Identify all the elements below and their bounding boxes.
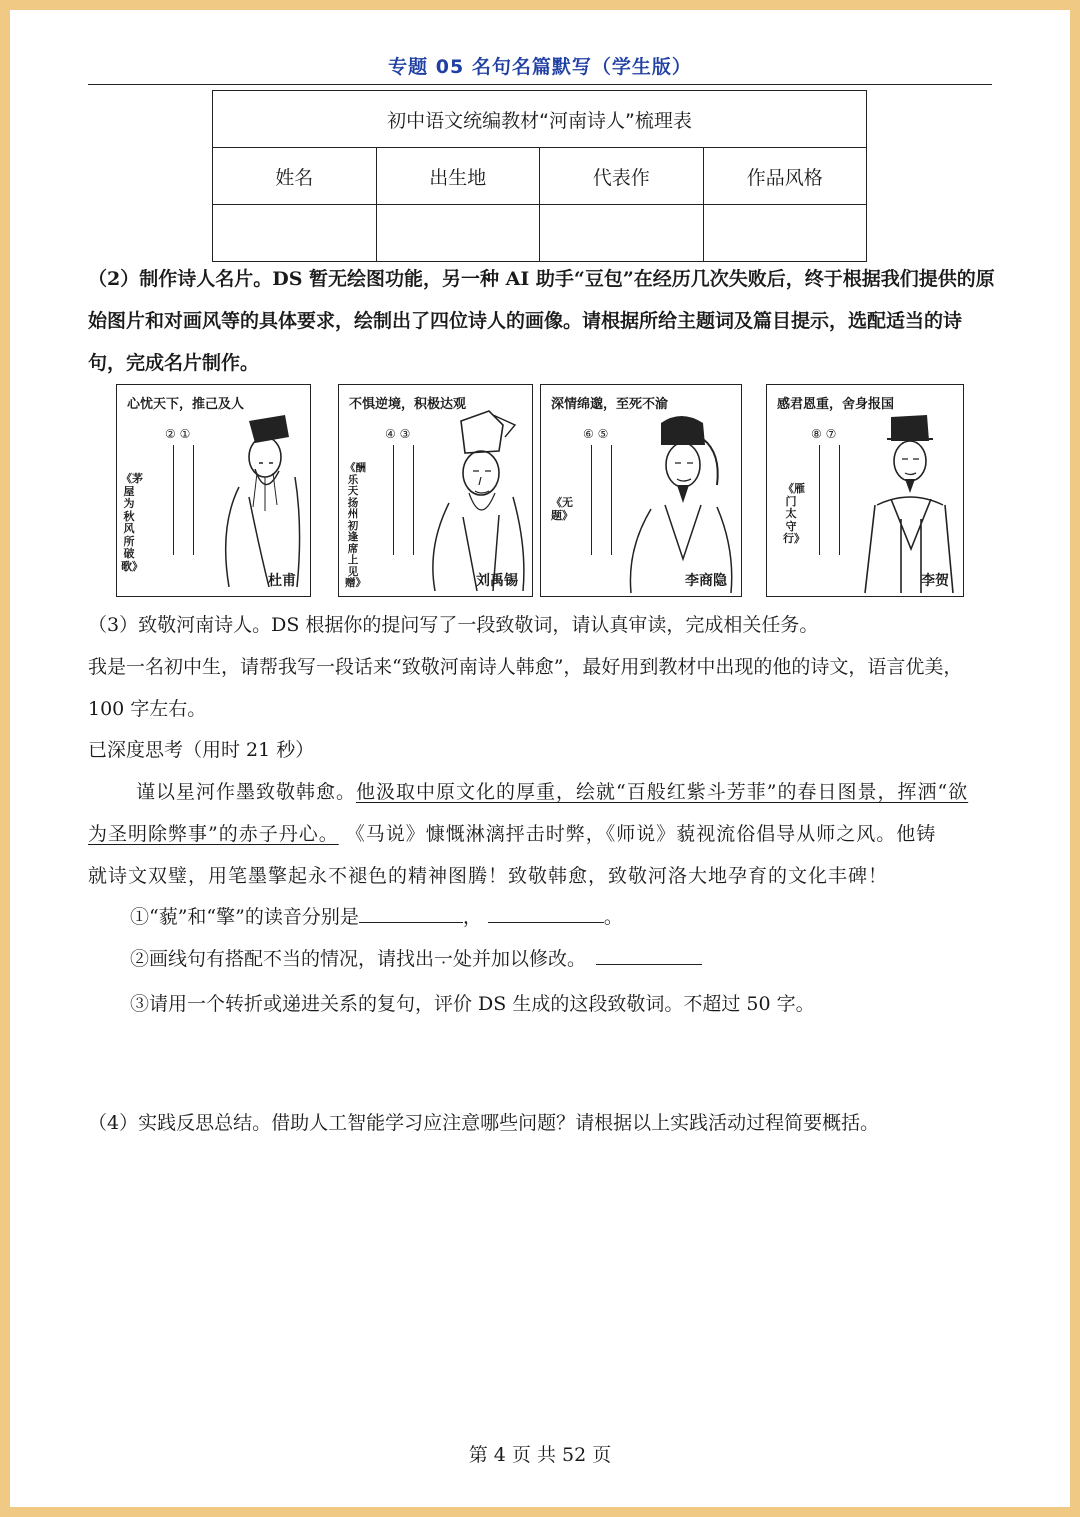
- poet-card-lihe: [766, 384, 964, 597]
- question-3-prompt: 我是一名初中生，请帮我写一段话来“致敬河南诗人韩愈”，最好用到教材中出现的他的诗文，语言优美，100 字左右。: [88, 656, 963, 720]
- card-blank-numbers: ② ①: [165, 427, 191, 441]
- table-cell-empty[interactable]: [376, 205, 540, 262]
- poet-name: 杜甫: [268, 573, 296, 589]
- poet-name: 李贺: [921, 573, 949, 589]
- lihe-portrait-illustration: [847, 409, 961, 594]
- table-cell-empty[interactable]: [213, 205, 377, 262]
- lishangyin-portrait-illustration: [621, 409, 739, 594]
- poet-card-liuyuxi: [338, 384, 533, 597]
- card-theme: 心忧天下，推己及人: [127, 397, 245, 412]
- question-3-intro: （3）致敬河南诗人。DS 根据你的提问写了一段致敬词，请认真审读，完成相关任务。: [88, 614, 819, 636]
- answer-line[interactable]: [611, 445, 612, 555]
- answer-line[interactable]: [591, 445, 592, 555]
- card-blank-numbers: ⑥ ⑤: [583, 427, 609, 441]
- tribute-middle: 《马说》慷慨淋漓抨击时弊，《师说》藐视流俗倡导从师之风。他铸: [345, 823, 937, 845]
- task-1: [130, 896, 1040, 938]
- tribute-opening: 谨以星河作墨致敬韩愈。: [136, 781, 357, 803]
- card-blank-numbers: ⑧ ⑦: [811, 427, 837, 441]
- card-poem-title: 《雁门太守行》: [783, 482, 805, 545]
- underlined-sentence-part1: 他汲取中原文化的厚重，绘就“百般红紫斗芳菲”的春日图景，挥洒“欲: [356, 781, 969, 803]
- header-title: 专题 05 名句名篇默写（学生版）: [388, 56, 692, 78]
- table-header-works: 代表作: [540, 148, 704, 205]
- emphasis-char: 处 ·: [453, 948, 472, 970]
- deep-thinking-label: 已深度思考（用时 21 秒）: [88, 739, 315, 761]
- task-2: [130, 938, 1040, 980]
- task-1-text: ①“藐”和“擎”的读音分别是: [130, 906, 359, 928]
- table-header-name: 姓名: [213, 148, 377, 205]
- tribute-text: [88, 771, 1008, 897]
- table-cell-empty[interactable]: [703, 205, 867, 262]
- header-rule: [88, 84, 992, 85]
- dufu-portrait-illustration: [199, 407, 309, 592]
- table-cell-empty[interactable]: [540, 205, 704, 262]
- answer-line[interactable]: [193, 445, 194, 555]
- card-theme: 感君恩重，舍身报国: [777, 397, 895, 412]
- answer-blank[interactable]: [488, 900, 604, 923]
- tribute-ending: 就诗文双璧，用笔墨擎起永不褪色的精神图腾！致敬韩愈，致敬河洛大地孕育的文化丰碑！: [88, 865, 889, 887]
- poet-name: 刘禹锡: [476, 573, 518, 589]
- answer-line[interactable]: [173, 445, 174, 555]
- card-theme: 不惧逆境，积极达观: [349, 397, 467, 412]
- answer-line[interactable]: [393, 445, 394, 555]
- card-poem-title: 《酬乐天扬州初逢席上见赠》: [345, 462, 366, 589]
- table-header-style: 作品风格: [703, 148, 867, 205]
- table-caption: 初中语文统编教材“河南诗人”梳理表: [213, 91, 867, 148]
- answer-line[interactable]: [819, 445, 820, 555]
- card-poem-title: 《无题》: [551, 496, 573, 522]
- poet-name: 李商隐: [685, 573, 727, 589]
- page-number: 第 4 页 共 52 页: [468, 1444, 612, 1466]
- underlined-sentence-part2: 为圣明除弊事”的赤子丹心。: [88, 823, 339, 845]
- emphasis-char: 一 ·: [434, 948, 453, 970]
- document-page: [10, 10, 1070, 1507]
- answer-blank[interactable]: [596, 942, 702, 965]
- poet-cards: [10, 384, 1070, 599]
- task-3: ③请用一个转折或递进关系的复句，评价 DS 生成的这段致敬词。不超过 50 字。: [130, 993, 815, 1015]
- card-theme: 深情绵邈，至死不渝: [551, 397, 669, 412]
- card-poem-title: 《茅屋为秋风所破歌》: [121, 472, 143, 573]
- task-2-text: ②画线句有搭配不当的情况，请找出: [130, 948, 435, 970]
- poet-card-dufu: [116, 384, 311, 597]
- card-blank-numbers: ④ ③: [385, 427, 411, 441]
- task-2-text-end: 并加以修改。: [472, 948, 587, 970]
- poet-card-lishangyin: [540, 384, 742, 597]
- poet-summary-table: [212, 90, 867, 262]
- task-1-sep: ，: [462, 906, 482, 928]
- table-header-birthplace: 出生地: [376, 148, 540, 205]
- question-4: （4）实践反思总结。借助人工智能学习应注意哪些问题？请根据以上实践活动过程简要概括。: [88, 1112, 880, 1134]
- liuyuxi-portrait-illustration: [419, 407, 531, 592]
- answer-blank[interactable]: [359, 900, 463, 923]
- task-1-end: 。: [603, 906, 623, 928]
- answer-line[interactable]: [839, 445, 840, 555]
- answer-line[interactable]: [413, 445, 414, 555]
- question-2: （2）制作诗人名片。DS 暂无绘图功能，另一种 AI 助手“豆包”在经历几次失败后，终于根据我们提供的原始图片和对画风等的具体要求，绘制出了四位诗人的画像。请根据所给主题词及篇目提示，选配适当的诗句，完成名片制作。: [88, 268, 995, 374]
